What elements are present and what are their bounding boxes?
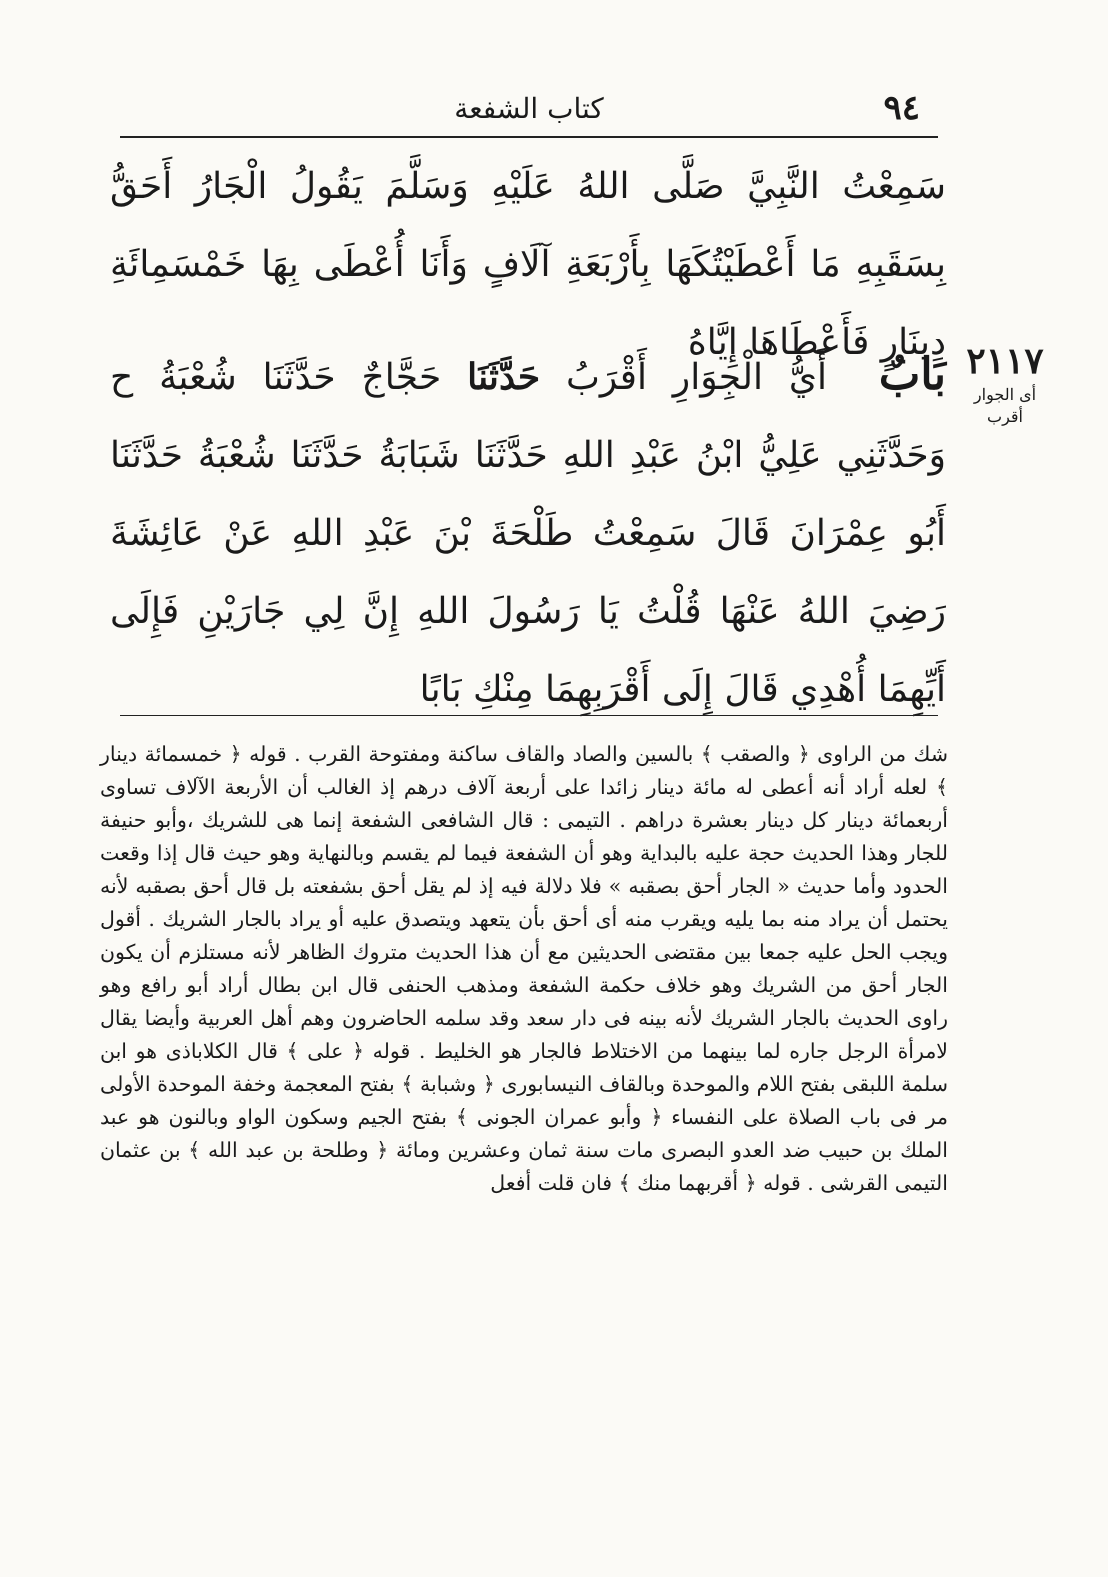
commentary-block bbox=[100, 738, 948, 1200]
hadith-text-two: حَجَّاجٌ حَدَّثَنَا شُعْبَةُ ح وَحَدَّثَنِي عَلِيُّ ابْنُ عَبْدِ اللهِ حَدَّثَنَا شَبَابَةُ حَدَّثَنَا شُعْبَةُ حَدَّثَنَا أَبُو عِمْرَانَ قَالَ سَمِعْتُ طَلْحَةَ بْنَ عَبْدِ اللهِ عَنْ عَائِشَةَ رَضِيَ اللهُ عَنْهَا قُلْتُ يَا رَسُولَ اللهِ إِنَّ لِي جَارَيْنِ فَإِلَى أَيِّهِمَا أُهْدِي قَالَ إِلَى أَقْرَبِهِمَا مِنْكِ بَابًا bbox=[110, 357, 946, 710]
commentary-text: شك من الراوى ﴿ والصقب ﴾ بالسين والصاد والقاف ساكنة ومفتوحة القرب . قوله ﴿ خمسمائة دينار ﴾ لعله أراد أنه أعطى له مائة دينار زائدا على أربعة آلاف درهم إذ الغالب أن الأربعة الآلاف تساوى أربعمائة دينار كل دينار بعشرة دراهم . التيمى : قال الشافعى الشفعة إنما هى للشريك ،وأبو حنيفة للجار وهذا الحديث حجة عليه بالبداية وهو أن الشفعة فيما لم يقسم وبالنهاية وهو حيث قال إذا وقعت الحدود وأما حديث « الجار أحق بصقبه » فلا دلالة فيه إذ لم يقل أحق بشفعته بل قال أحق بصقبه لأنه يحتمل أن يراد منه بما يليه ويقرب منه أى أحق بأن يتعهد ويتصدق عليه أو يراد بالجار الشريك . أقول ويجب الحل عليه جمعا بين مقتضى الحديثين مع أن هذا الحديث متروك الظاهر لأنه مستلزم أن يكون الجار أحق من الشريك وهو خلاف حكمة الشفعة ومذهب الحنفى قال ابن بطال أراد أبو رافع وهو راوى الحديث بالجار الشريك لأنه بينه فى دار سعد وقد سلمه الحاضرون وهم أهل العربية وأيضا يقال لامرأة الرجل جاره لما بينهما من الاختلاط فالجار هو الخليط . قوله ﴿ على ﴾ قال الكلاباذى هو ابن سلمة اللبقى بفتح اللام والموحدة وبالقاف النيسابورى ﴿ وشبابة ﴾ بفتح المعجمة وخفة الموحدة الأولى مر فى باب الصلاة على النفساء ﴿ وأبو عمران الجونى ﴾ بفتح الجيم وسكون الواو وبالنون هو عبد الملك بن حبيب ضد العدو البصرى مات سنة ثمان وعشرين ومائة ﴿ وطلحة بن عبد الله ﴾ بن عثمان التيمى القرشى . قوله ﴿ أقربهما منك ﴾ فان قلت أفعل bbox=[100, 742, 948, 1195]
header-rule bbox=[120, 136, 938, 138]
hadith-number: ٢١١٧ bbox=[966, 340, 1044, 382]
running-title: كتاب الشفعة bbox=[454, 92, 604, 125]
bab-heading: بَابٌ bbox=[878, 349, 946, 400]
page-number: ٩٤ bbox=[883, 88, 920, 128]
footnote-separator bbox=[120, 715, 938, 716]
bab-title: أَيُّ الْجِوَارِ أَقْرَبُ bbox=[565, 357, 828, 398]
haddathana-marker: حَدَّثَنَا bbox=[467, 356, 541, 398]
hadith-text-one: سَمِعْتُ النَّبِيَّ صَلَّى اللهُ عَلَيْهِ وَسَلَّمَ يَقُولُ الْجَارُ أَحَقُّ بِسَقَبِهِ مَا أَعْطَيْتُكَهَا بِأَرْبَعَةِ آلَافٍ وَأَنَا أُعْطَى بِهَا خَمْسَمِائَةِ دِينَارٍ فَأَعْطَاهَا إِيَّاهُ bbox=[110, 166, 946, 363]
margin-note: أى الجوار أقرب bbox=[973, 385, 1037, 426]
page-header bbox=[120, 88, 938, 132]
hadith-text-block-two bbox=[110, 336, 946, 729]
hadith-paragraph-two bbox=[110, 336, 946, 729]
